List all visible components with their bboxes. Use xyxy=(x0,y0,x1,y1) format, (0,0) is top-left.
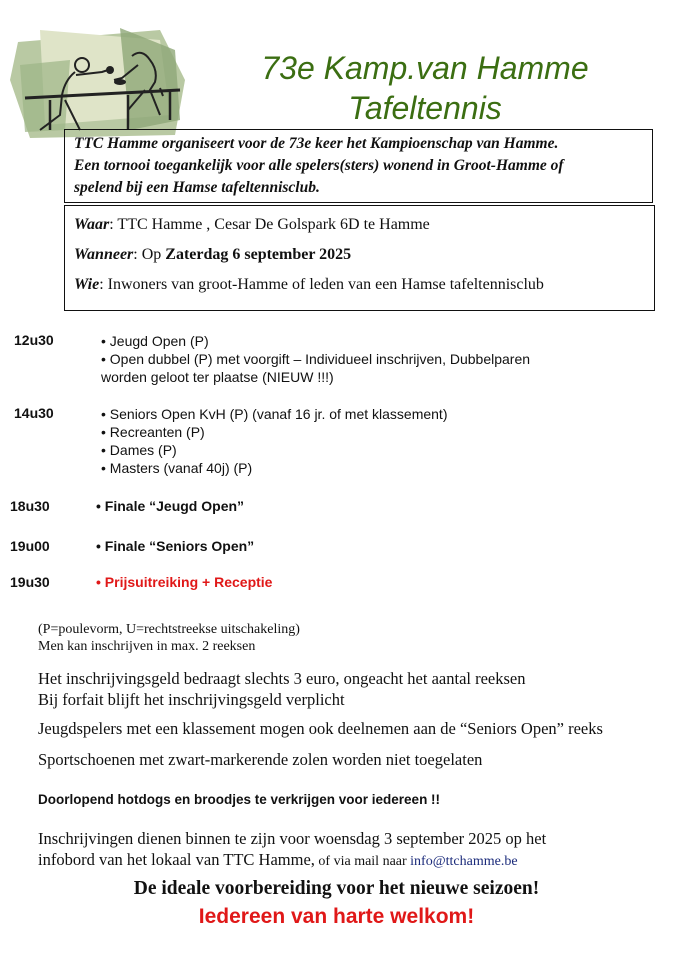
wie-value: : Inwoners van groot-Hamme of leden van een Hamse tafeltennisclub xyxy=(99,276,544,293)
schedule-item: worden geloot ter plaatse (NIEUW !!!) xyxy=(101,369,334,385)
waar-label: Waar xyxy=(74,216,110,233)
schedule-items xyxy=(101,332,530,386)
welcome-text: Iedereen van harte welkom! xyxy=(198,905,475,928)
intro-line: spelend bij een Hamse tafeltennisclub. xyxy=(74,179,320,196)
intro-box xyxy=(64,129,653,203)
schedule-item: • Jeugd Open (P) xyxy=(101,333,209,349)
details-box xyxy=(64,205,655,311)
schedule-time: 18u30 xyxy=(10,498,50,514)
schedule-time: 19u00 xyxy=(10,538,50,554)
mail-prefix: of via mail naar xyxy=(314,854,411,869)
email-link[interactable]: info@ttchamme.be xyxy=(410,854,518,869)
schedule-item: • Masters (vanaf 40j) (P) xyxy=(101,460,253,476)
page-title-line1: 73e Kamp.van Hamme xyxy=(261,50,589,86)
detail-wie xyxy=(74,270,645,300)
forfait-text: Bij forfait blijft het inschrijvingsgeld verplicht xyxy=(38,690,345,709)
schedule-item: • Recreanten (P) xyxy=(101,424,205,440)
intro-line: Een tornooi toegankelijk voor alle spelers(sters) wonend in Groot-Hamme of xyxy=(74,157,564,174)
schedule-time: 14u30 xyxy=(14,405,54,421)
schedule-item: • Finale “Seniors Open” xyxy=(96,538,255,554)
schedule-time: 19u30 xyxy=(10,574,50,590)
detail-wanneer xyxy=(74,240,645,270)
table-tennis-logo-icon xyxy=(10,20,190,140)
registration-line xyxy=(38,849,546,872)
wanneer-prefix: : Op xyxy=(133,246,166,263)
food-note: Doorlopend hotdogs en broodjes te verkrijgen voor iedereen !! xyxy=(38,792,441,807)
waar-value: : TTC Hamme , Cesar De Golspark 6D te Hamme xyxy=(109,216,430,233)
wie-label: Wie xyxy=(74,276,100,293)
shoes-note: Sportschoenen met zwart-markerende zolen worden niet toegelaten xyxy=(38,750,483,769)
intro-line: TTC Hamme organiseert voor de 73e keer het Kampioenschap van Hamme. xyxy=(74,135,559,152)
fee-text: Het inschrijvingsgeld bedraagt slechts 3 euro, ongeacht het aantal reeksen xyxy=(38,669,526,688)
schedule-time: 12u30 xyxy=(14,332,54,348)
tagline: De ideale voorbereiding voor het nieuwe seizoen! xyxy=(133,878,540,899)
notes-fee xyxy=(38,668,526,710)
notes-legend xyxy=(38,621,300,655)
youth-note: Jeugdspelers met een klassement mogen ook deelnemen aan de “Seniors Open” reeks xyxy=(38,719,603,738)
registration-note xyxy=(38,828,546,872)
schedule-items xyxy=(101,405,447,477)
legend-text: (P=poulevorm, U=rechtstreekse uitschakeling) xyxy=(38,622,300,637)
schedule-item: • Seniors Open KvH (P) (vanaf 16 jr. of met klassement) xyxy=(101,406,448,422)
detail-waar xyxy=(74,210,645,240)
schedule-item: • Open dubbel (P) met voorgift – Individueel inschrijven, Dubbelparen xyxy=(101,351,531,367)
wanneer-label: Wanneer xyxy=(74,246,134,263)
schedule-item: • Finale “Jeugd Open” xyxy=(96,498,245,514)
page-title-line2: Tafeltennis xyxy=(348,90,502,126)
wanneer-date: Zaterdag 6 september 2025 xyxy=(165,246,352,263)
schedule-item: • Dames (P) xyxy=(101,442,177,458)
max-series-text: Men kan inschrijven in max. 2 reeksen xyxy=(38,639,256,654)
registration-text: infobord van het lokaal van TTC Hamme, xyxy=(38,850,315,869)
registration-line: Inschrijvingen dienen binnen te zijn voor woensdag 3 september 2025 op het xyxy=(38,829,547,848)
schedule-item-highlight: • Prijsuitreiking + Receptie xyxy=(96,574,273,590)
